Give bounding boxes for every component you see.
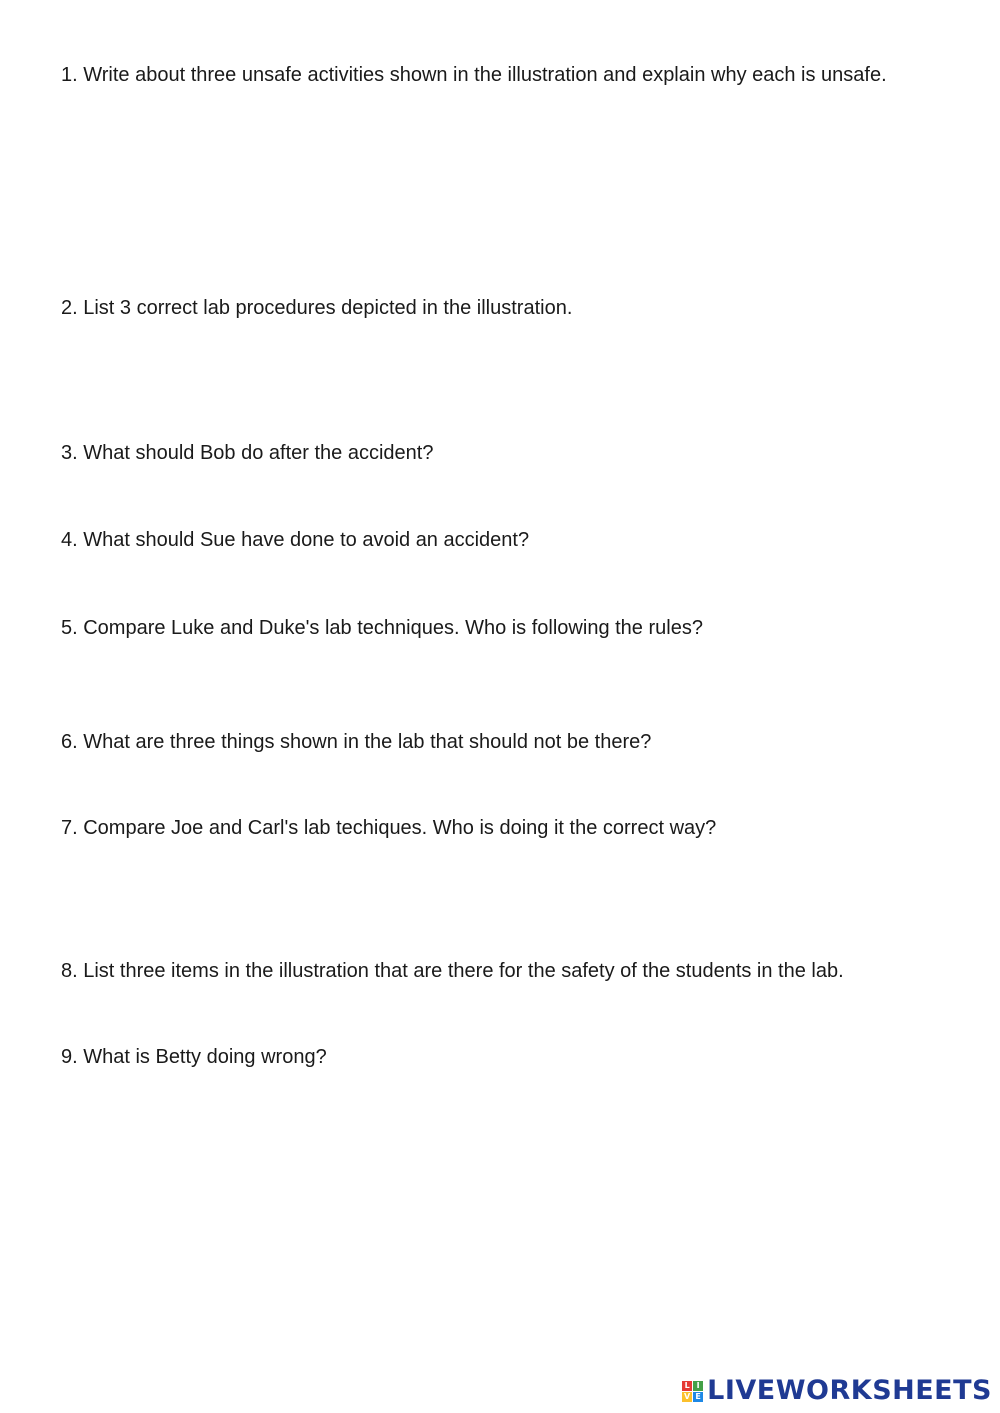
question-7: 7. Compare Joe and Carl's lab techiques. Who is doing it the correct way?: [61, 817, 717, 839]
question-5: 5. Compare Luke and Duke's lab techniques. Who is following the rules?: [61, 617, 703, 639]
question-3: 3. What should Bob do after the accident?: [61, 442, 434, 464]
logo-letter-e: E: [693, 1392, 703, 1402]
question-6: 6. What are three things shown in the lab that should not be there?: [61, 731, 652, 753]
question-2: 2. List 3 correct lab procedures depicted in the illustration.: [61, 297, 573, 319]
logo-letter-l: L: [682, 1381, 692, 1391]
question-1: 1. Write about three unsafe activities shown in the illustration and explain why each is unsafe.: [61, 64, 887, 86]
question-4: 4. What should Sue have done to avoid an accident?: [61, 529, 530, 551]
liveworksheets-logo: [682, 1375, 992, 1407]
logo-letter-v: V: [684, 1391, 691, 1401]
logo-grid-icon: [682, 1381, 703, 1402]
logo-text: LIVEWORKSHEETS: [707, 1375, 992, 1406]
logo-letter-i: I: [693, 1381, 703, 1391]
question-9: 9. What is Betty doing wrong?: [61, 1046, 327, 1068]
question-8: 8. List three items in the illustration that are there for the safety of the students in the lab.: [61, 960, 844, 982]
